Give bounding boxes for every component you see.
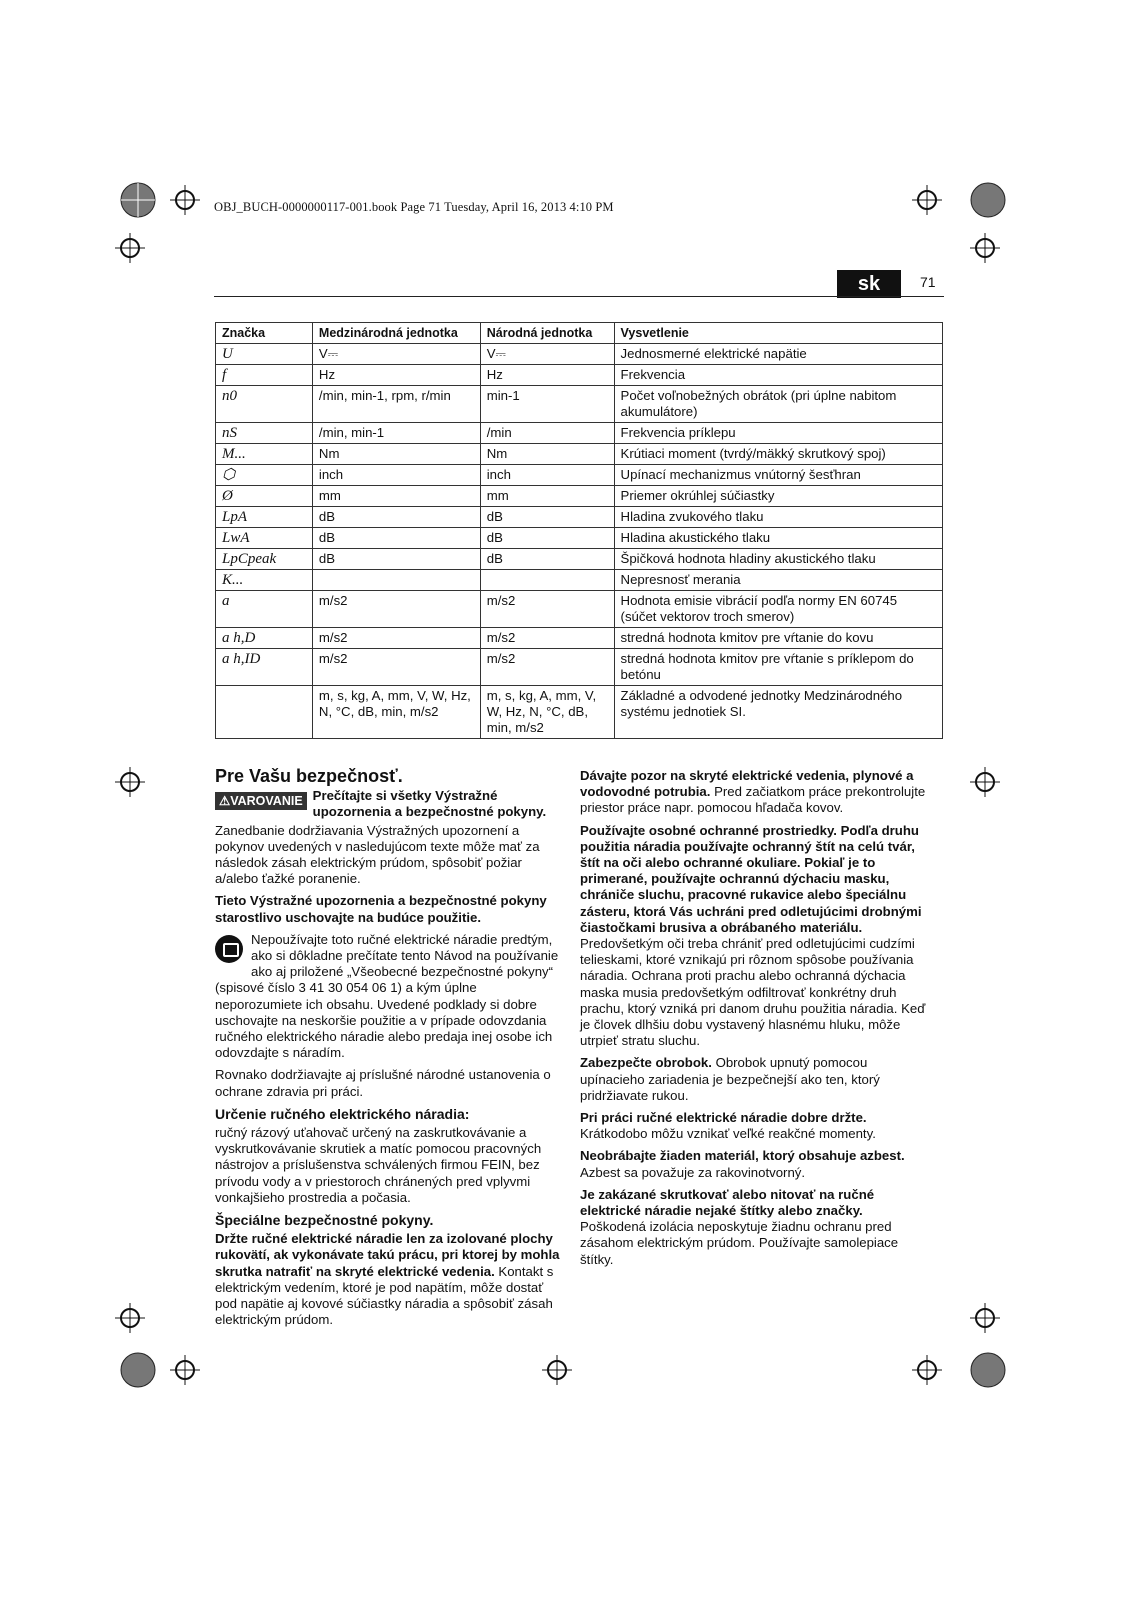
paragraph: Nepoužívajte toto ručné elektrické náradie predtým, ako si dôkladne prečítate tento Návod na používanie ako aj priložené „Všeobecné bezpečnostné pokyny“ (spisové číslo 3 41 30 054 06 1) a kým úplne neporozumiete ich obsahu. Uvedené podklady si dobre uschovajte na neskoršie použitie a v prípade odovzdania ručného elektrického náradie alebo predaja inej osobe ich odovzdajte s náradím. bbox=[215, 931, 559, 1061]
table-cell: stredná hodnota kmitov pre vŕtanie s príklepom do betónu bbox=[614, 649, 942, 686]
crosshair-mark bbox=[115, 1303, 145, 1333]
paragraph: Zabezpečte obrobok. Obrobok upnutý pomocou upínacieho zariadenia je bezpečnejší ako ten, ktorý pridržiavate rukou. bbox=[580, 1055, 880, 1103]
table-cell: m/s2 bbox=[480, 649, 614, 686]
warning-row bbox=[215, 788, 560, 820]
crosshair-mark bbox=[115, 233, 145, 263]
paragraph: Je zakázané skrutkovať alebo nitovať na ručné elektrické náradie nejaké štítky alebo značky. Poškodená izolácia neposkytuje žiadnu ochranu pred zásahom elektrickým prúdom. Používajte samolepiace štítky. bbox=[580, 1186, 899, 1267]
table-cell: /min, min-1, rpm, r/min bbox=[312, 386, 480, 423]
table-cell: dB bbox=[480, 528, 614, 549]
table-cell: LwA bbox=[216, 528, 313, 549]
table-cell: f bbox=[216, 365, 313, 386]
table-cell: /min, min-1 bbox=[312, 423, 480, 444]
table-cell: Priemer okrúhlej súčiastky bbox=[614, 486, 942, 507]
table-cell: Základné a odvodené jednotky Medzinárodného systému jednotiek SI. bbox=[614, 686, 942, 739]
crosshair-mark bbox=[912, 1355, 942, 1385]
paragraph: Držte ručné elektrické náradie len za izolované plochy rukovätí, ak vykonávate takú prácu, pri ktorej by mohla skrutka natrafiť na skryté elektrické vedenia. Kontakt s elektrickým vedením, ktoré je pod napätím, môže dostať pod napätie aj kovové súčiastky náradia a spôsobiť zásah elektrickým prúdom. bbox=[215, 1231, 560, 1328]
registration-mark bbox=[968, 180, 1008, 220]
subsection-title: Určenie ručného elektrického náradia: bbox=[215, 1105, 470, 1122]
table-cell: V⎓ bbox=[312, 344, 480, 365]
paragraph-bold: Tieto Výstražné upozornenia a bezpečnostné pokyny starostlivo uschovajte na budúce použitie. bbox=[215, 893, 547, 925]
subsection-title: Špeciálne bezpečnostné pokyny. bbox=[215, 1212, 434, 1229]
table-cell: dB bbox=[480, 507, 614, 528]
crosshair-mark bbox=[970, 1303, 1000, 1333]
table-cell: Špičková hodnota hladiny akustického tlaku bbox=[614, 549, 942, 570]
crosshair-mark bbox=[912, 185, 942, 215]
table-row bbox=[216, 423, 943, 444]
section-title: Pre Vašu bezpečnosť. bbox=[215, 766, 403, 786]
crosshair-mark bbox=[115, 767, 145, 797]
table-cell: Krútiaci moment (tvrdý/mäkký skrutkový spoj) bbox=[614, 444, 942, 465]
table-cell: inch bbox=[312, 465, 480, 486]
table-cell bbox=[312, 570, 480, 591]
registration-mark bbox=[118, 1350, 158, 1390]
table-cell: m, s, kg, A, mm, V, W, Hz, N, °C, dB, min, m/s2 bbox=[480, 686, 614, 739]
paragraph: Neobrábajte žiaden materiál, ktorý obsahuje azbest. Azbest sa považuje za rakovinotvorný. bbox=[580, 1148, 905, 1180]
table-cell: inch bbox=[480, 465, 614, 486]
table-cell: V⎓ bbox=[480, 344, 614, 365]
table-row bbox=[216, 628, 943, 649]
paragraph: Dávajte pozor na skryté elektrické vedenia, plynové a vodovodné potrubia. Pred začiatkom práce prekontrolujte priestor práce napr. pomocou hľadača kovov. bbox=[580, 768, 926, 816]
table-cell: min-1 bbox=[480, 386, 614, 423]
crosshair-mark bbox=[970, 767, 1000, 797]
crosshair-mark bbox=[970, 233, 1000, 263]
table-cell: dB bbox=[480, 549, 614, 570]
registration-mark bbox=[118, 180, 158, 220]
table-cell: a bbox=[216, 591, 313, 628]
paragraph: Zanedbanie dodržiavania Výstražných upozornení a pokynov uvedených v nasledujúcom texte môže mať za následok zásah elektrickým prúdom, spôsobiť požiar a/alebo ťažké poranenie. bbox=[215, 822, 540, 887]
table-cell: Frekvencia bbox=[614, 365, 942, 386]
table-row bbox=[216, 686, 943, 739]
paragraph: ručný rázový uťahovač určený na zaskrutkovávanie a vyskrutkovávanie skrutiek a matíc pomocou pracovných nástrojov a príslušenstva schválených firmou FEIN, bez prívodu vody a v priestoroch chránených pred vplyvmi vonkajšieho prostredia a počasia. bbox=[215, 1125, 542, 1205]
table-row bbox=[216, 386, 943, 423]
table-cell: nS bbox=[216, 423, 313, 444]
table-header: Značka bbox=[216, 323, 313, 344]
table-cell: Počet voľnobežných obrátok (pri úplne nabitom akumulátore) bbox=[614, 386, 942, 423]
table-row bbox=[216, 528, 943, 549]
table-cell: Hz bbox=[312, 365, 480, 386]
table-header: Medzinárodná jednotka bbox=[312, 323, 480, 344]
header-rule bbox=[214, 296, 944, 297]
table-cell: n0 bbox=[216, 386, 313, 423]
paragraph: Pri práci ručné elektrické náradie dobre držte. Krátkodobo môžu vznikať veľké reakčné momenty. bbox=[580, 1110, 876, 1142]
table-cell: Upínací mechanizmus vnútorný šesťhran bbox=[614, 465, 942, 486]
language-badge: sk bbox=[837, 270, 901, 298]
table-cell: mm bbox=[480, 486, 614, 507]
table-cell: dB bbox=[312, 507, 480, 528]
table-cell: a h,D bbox=[216, 628, 313, 649]
table-cell: Nm bbox=[312, 444, 480, 465]
crosshair-mark bbox=[170, 1355, 200, 1385]
table-cell: m/s2 bbox=[480, 591, 614, 628]
symbols-table bbox=[215, 322, 943, 739]
book-info-line: OBJ_BUCH-0000000117-001.book Page 71 Tuesday, April 16, 2013 4:10 PM bbox=[214, 200, 614, 214]
table-cell bbox=[216, 686, 313, 739]
table-cell: LpCpeak bbox=[216, 549, 313, 570]
table-cell: mm bbox=[312, 486, 480, 507]
paragraph: Rovnako dodržiavajte aj príslušné národné ustanovenia o ochrane zdravia pri práci. bbox=[215, 1067, 551, 1099]
table-cell: stredná hodnota kmitov pre vŕtanie do kovu bbox=[614, 628, 942, 649]
table-header: Národná jednotka bbox=[480, 323, 614, 344]
table-cell: m, s, kg, A, mm, V, W, Hz, N, °C, dB, min, m/s2 bbox=[312, 686, 480, 739]
table-row bbox=[216, 365, 943, 386]
table-row bbox=[216, 649, 943, 686]
crosshair-mark bbox=[170, 185, 200, 215]
table-row bbox=[216, 465, 943, 486]
table-cell: Hodnota emisie vibrácií podľa normy EN 60745 (súčet vektorov troch smerov) bbox=[614, 591, 942, 628]
table-cell: dB bbox=[312, 528, 480, 549]
read-manual-icon bbox=[215, 935, 243, 963]
table-cell: Nepresnosť merania bbox=[614, 570, 942, 591]
table-cell: dB bbox=[312, 549, 480, 570]
table-cell: m/s2 bbox=[312, 649, 480, 686]
table-row bbox=[216, 507, 943, 528]
table-cell: Ø bbox=[216, 486, 313, 507]
table-row bbox=[216, 486, 943, 507]
page-number: 71 bbox=[920, 274, 936, 290]
table-header: Vysvetlenie bbox=[614, 323, 942, 344]
table-cell: Hladina zvukového tlaku bbox=[614, 507, 942, 528]
table-row bbox=[216, 549, 943, 570]
paragraph: Používajte osobné ochranné prostriedky. Podľa druhu použitia náradia používajte ochranný štít na celú tvár, štít na oči alebo ochranné okuliare. Pokiaľ je to primerané, používajte ochrannú dýchaciu masku, chrániče sluchu, pracovné rukavice alebo špeciálnu zásteru, ktorá Vás uchráni pred odletujúcimi drobnými čiastočkami brusiva a obrábaného materiálu. Predovšetkým oči treba chrániť pred odletujúcimi cudzími telieskami, ktoré vznikajú pri rôznom spôsobe používania náradia. Ochrana proti prachu alebo ochranná dýchacia maska musia predovšetkým odfiltrovať konkrétny druh prachu, ktorý vzniká pri danom druhu použitia náradia. Keď je človek dlhšiu dobu vystavený hlasnému hluku, môže utrpieť stratu sluchu. bbox=[580, 822, 926, 1049]
crosshair-mark bbox=[542, 1355, 572, 1385]
table-cell: Jednosmerné elektrické napätie bbox=[614, 344, 942, 365]
table-row bbox=[216, 344, 943, 365]
table-cell: LpA bbox=[216, 507, 313, 528]
table-row bbox=[216, 591, 943, 628]
table-cell: Frekvencia príklepu bbox=[614, 423, 942, 444]
table-cell: U bbox=[216, 344, 313, 365]
warning-badge: ⚠VAROVANIE bbox=[215, 792, 307, 810]
table-cell: ⬡ bbox=[216, 465, 313, 486]
table-cell: Hladina akustického tlaku bbox=[614, 528, 942, 549]
table-header-row bbox=[216, 323, 943, 344]
table-row bbox=[216, 444, 943, 465]
table-cell: a h,ID bbox=[216, 649, 313, 686]
table-cell: m/s2 bbox=[312, 628, 480, 649]
table-cell: K... bbox=[216, 570, 313, 591]
table-cell: Nm bbox=[480, 444, 614, 465]
table-cell: M... bbox=[216, 444, 313, 465]
table-row bbox=[216, 570, 943, 591]
table-cell: Hz bbox=[480, 365, 614, 386]
warning-text: Prečítajte si všetky Výstražné upozornenia a bezpečnostné pokyny. bbox=[312, 788, 547, 820]
table-cell: m/s2 bbox=[312, 591, 480, 628]
table-cell: m/s2 bbox=[480, 628, 614, 649]
registration-mark bbox=[968, 1350, 1008, 1390]
table-cell: /min bbox=[480, 423, 614, 444]
table-cell bbox=[480, 570, 614, 591]
left-column bbox=[215, 768, 560, 1335]
right-column bbox=[580, 768, 932, 1274]
